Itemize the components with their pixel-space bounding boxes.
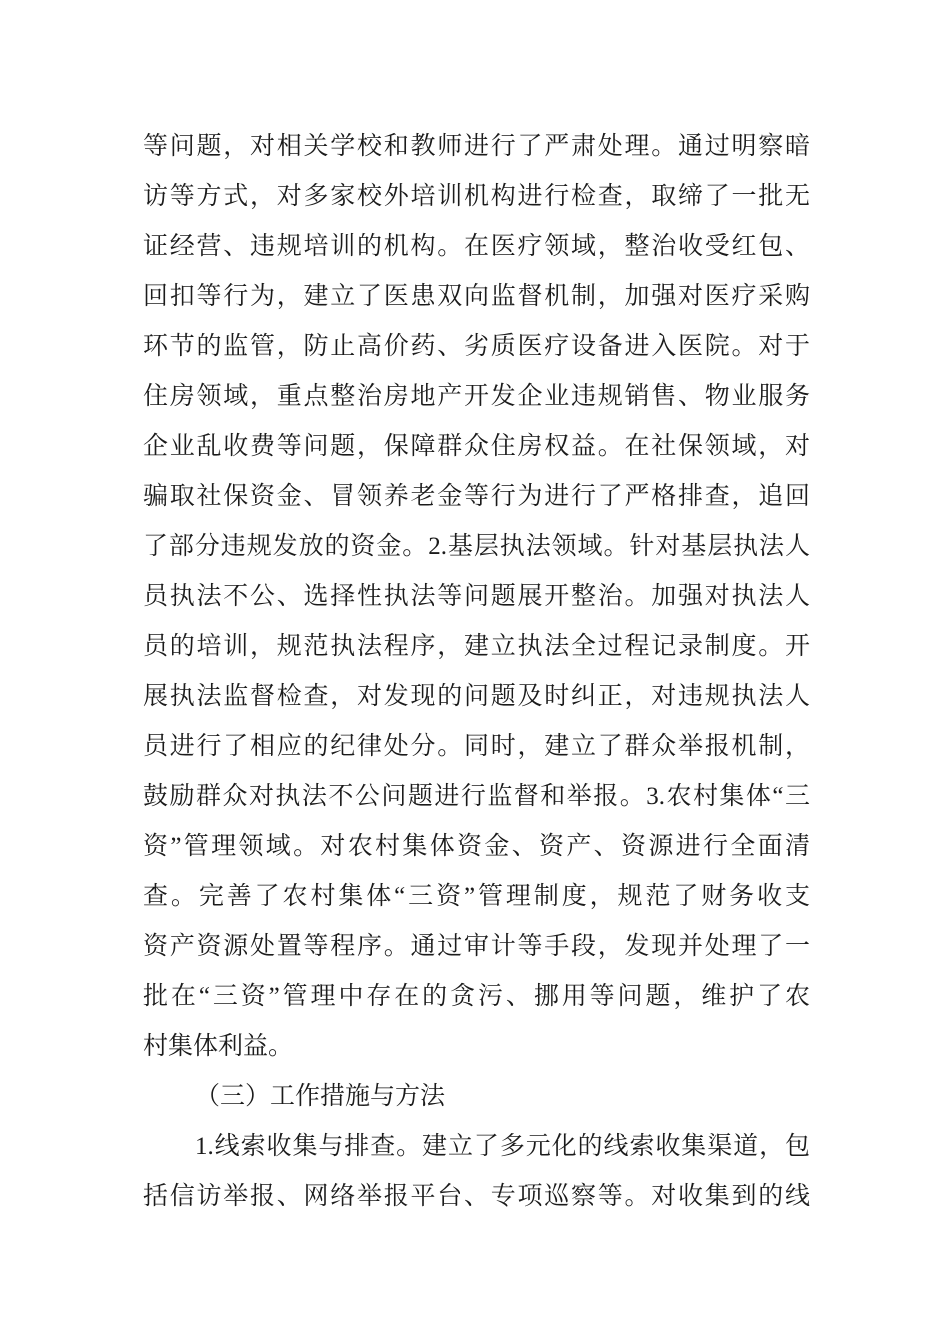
text-line-14: 鼓励群众对执法不公问题进行监督和举报。3.农村集体“三 [143, 783, 810, 810]
text-line-21: 1.线索收集与排查。建立了多元化的线索收集渠道，包 [195, 1133, 810, 1160]
text-line-6: 住房领域，重点整治房地产开发企业违规销售、物业服务 [143, 383, 810, 410]
text-line-13: 员进行了相应的纪律处分。同时，建立了群众举报机制， [143, 733, 810, 760]
text-line-5: 环节的监管，防止高价药、劣质医疗设备进入医院。对于 [143, 333, 810, 360]
text-line-17: 资产资源处置等程序。通过审计等手段，发现并处理了一 [143, 933, 810, 960]
text-line-20: （三）工作措施与方法 [195, 1083, 446, 1110]
text-line-18: 批在“三资”管理中存在的贪污、挪用等问题，维护了农 [143, 983, 810, 1010]
document-body [143, 122, 810, 1222]
text-line-7: 企业乱收费等问题，保障群众住房权益。在社保领域，对 [143, 433, 810, 460]
text-line-4: 回扣等行为，建立了医患双向监督机制，加强对医疗采购 [143, 283, 810, 310]
text-line-3: 证经营、违规培训的机构。在医疗领域，整治收受红包、 [143, 233, 810, 260]
text-line-2: 访等方式，对多家校外培训机构进行检查，取缔了一批无 [143, 183, 810, 210]
text-line-16: 查。完善了农村集体“三资”管理制度，规范了财务收支 [143, 883, 810, 910]
text-line-12: 展执法监督检查，对发现的问题及时纠正，对违规执法人 [143, 683, 810, 710]
text-line-10: 员执法不公、选择性执法等问题展开整治。加强对执法人 [143, 583, 810, 610]
text-line-9: 了部分违规发放的资金。2.基层执法领域。针对基层执法人 [143, 533, 810, 560]
text-line-1: 等问题，对相关学校和教师进行了严肃处理。通过明察暗 [143, 133, 810, 160]
text-line-19: 村集体利益。 [143, 1033, 294, 1060]
text-line-11: 员的培训，规范执法程序，建立执法全过程记录制度。开 [143, 633, 810, 660]
text-line-8: 骗取社保资金、冒领养老金等行为进行了严格排查，追回 [143, 483, 810, 510]
text-line-15: 资”管理领域。对农村集体资金、资产、资源进行全面清 [143, 833, 810, 860]
text-line-22: 括信访举报、网络举报平台、专项巡察等。对收集到的线 [143, 1183, 810, 1210]
